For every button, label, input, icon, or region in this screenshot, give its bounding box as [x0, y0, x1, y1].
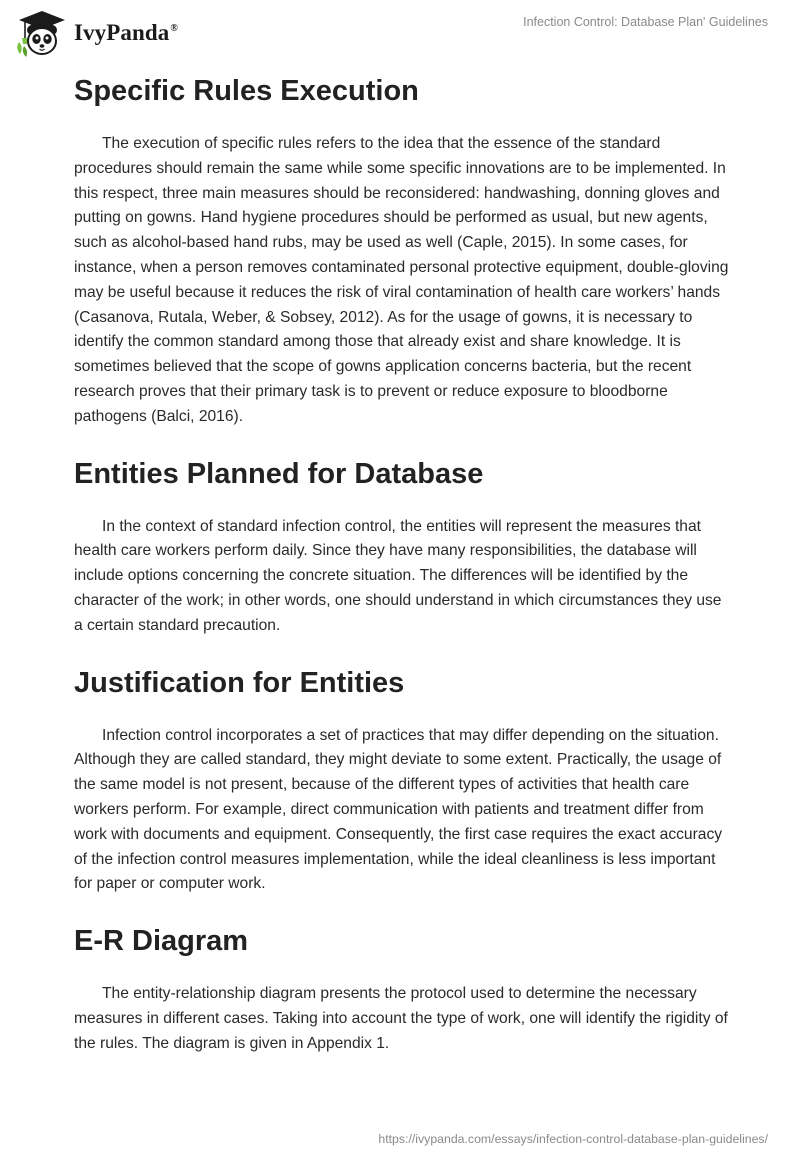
- section-paragraph: The execution of specific rules refers to the idea that the essence of the standard procedures should remain the same while some specific innovations are to be implemented. In this respect, three main measures should be reconsidered: handwashing, donning gloves and putting on gowns. Hand hygiene procedures should be performed as usual, but new agents, such as alcohol-based hand rubs, may be used as well (Caple, 2015). In some cases, for instance, when a person removes contaminated personal protective equipment, double-gloving may be useful because it reduces the risk of viral contamination of health care workers’ hands (Casanova, Rutala, Weber, & Sobsey, 2012). As for the usage of gowns, it is necessary to identify the common standard among those that already exist and share knowledge. It is sometimes believed that the scope of gowns application concerns bacteria, but the recent research proves that their primary task is to prevent or reduce exposure to bloodborne pathogens (Balci, 2016).: [74, 135, 729, 425]
- ivypanda-logo[interactable]: [15, 8, 178, 58]
- source-url-link[interactable]: https://ivypanda.com/essays/infection-control-database-plan-guidelines/: [378, 1132, 768, 1146]
- section-heading: E-R Diagram: [74, 925, 249, 958]
- panda-graduate-icon: [15, 8, 69, 58]
- section-heading: Specific Rules Execution: [74, 75, 419, 107]
- page-header: [0, 0, 800, 66]
- section-paragraph: The entity-relationship diagram presents the protocol used to determine the necessary measures in different cases. Taking into account the type of work, one will identify the rigidity of the rules. The diagram is given in Appendix 1.: [74, 985, 728, 1052]
- section-heading: Entities Planned for Database: [74, 457, 484, 490]
- document-title: Infection Control: Database Plan' Guidelines: [523, 15, 768, 29]
- section-heading: Justification for Entities: [74, 666, 405, 699]
- section-paragraph: Infection control incorporates a set of practices that may differ depending on the situation. Although they are called standard, they might deviate to some extent. Practically, the usage of the same model is not present, because of the different types of activities that health care workers perform. For example, direct communication with patients and treatment differ from work with documents and equipment. Consequently, the first case requires the exact accuracy of the infection control measures implementation, while the ideal cleanliness is less important for paper or computer work.: [74, 726, 723, 893]
- essay-content: [74, 71, 734, 1057]
- logo-wordmark: IvyPanda®: [74, 20, 178, 45]
- section-paragraph: In the context of standard infection control, the entities will represent the measures that health care workers perform daily. Since they have many responsibilities, the database will include options concerning the concrete situation. The differences will be identified by the character of the work; in other words, one should understand in which circumstances they use a certain standard precaution.: [74, 517, 722, 634]
